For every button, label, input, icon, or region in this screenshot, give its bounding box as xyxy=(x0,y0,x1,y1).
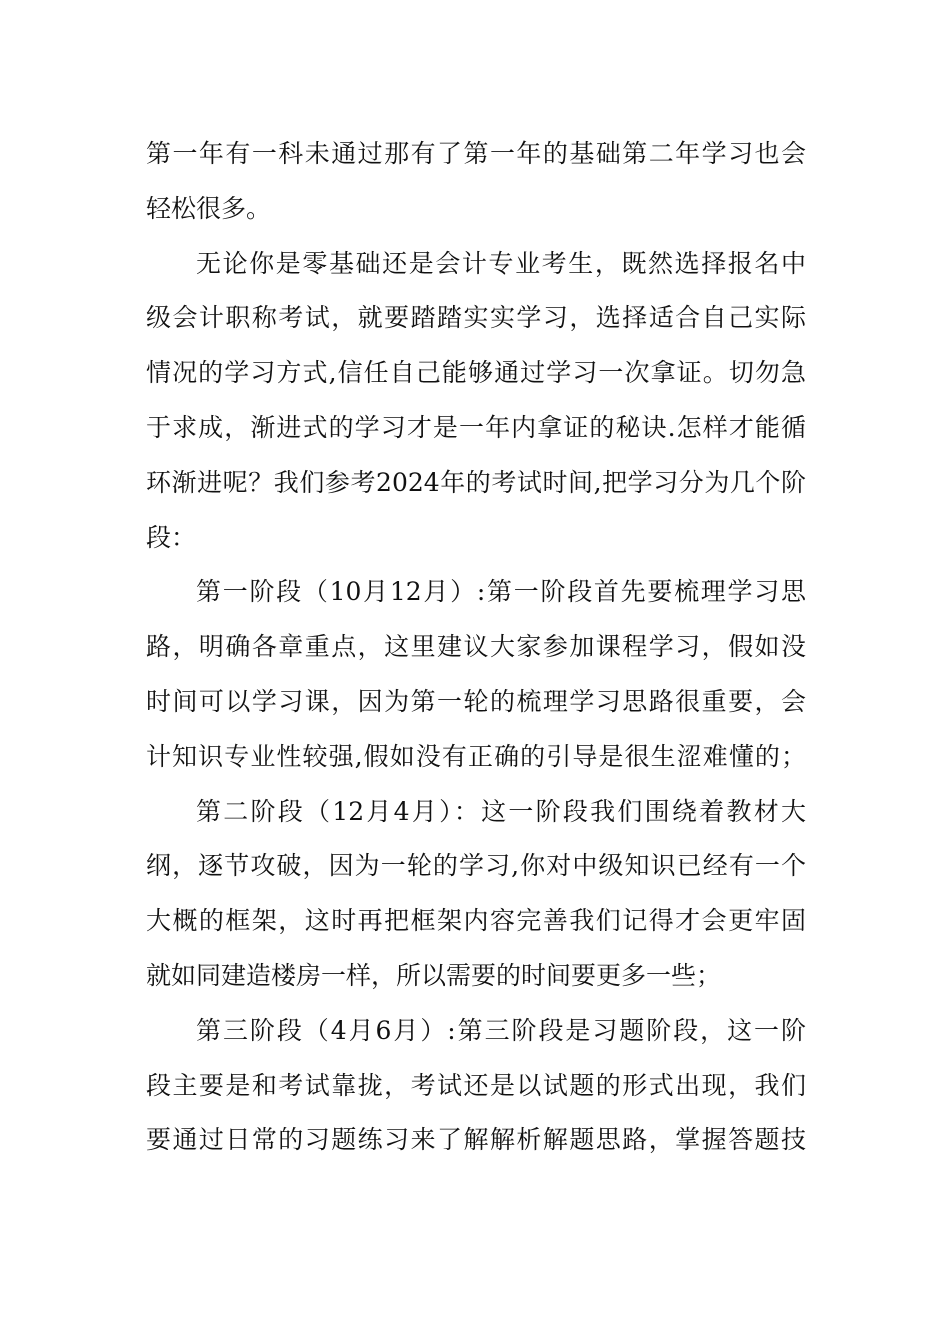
text-line: 大概的框架，这时再把框架内容完善我们记得才会更牢固 xyxy=(146,906,806,936)
text-line: 要通过日常的习题练习来了解解析解题思路，掌握答题技 xyxy=(146,1125,806,1155)
text-line: 时间可以学习课，因为第一轮的梳理学习思路很重要，会 xyxy=(146,686,806,716)
text-line: 段主要是和考试靠拢，考试还是以试题的形式出现，我们 xyxy=(146,1070,806,1100)
text-line: 纲，逐节攻破，因为一轮的学习,你对中级知识已经有一个 xyxy=(146,851,806,881)
text-line: 就如同建造楼房一样，所以需要的时间要更多一些； xyxy=(146,960,722,990)
text-line: 第一阶段（10月12月）:第一阶段首先要梳理学习思 xyxy=(196,577,806,607)
text-line: 于求成，渐进式的学习才是一年内拿证的秘诀.怎样才能循 xyxy=(146,412,806,442)
text-line: 第三阶段（4月6月）:第三阶段是习题阶段，这一阶 xyxy=(196,1015,806,1045)
text-line: 第二阶段（12月4月）：这一阶段我们围绕着教材大 xyxy=(196,796,806,826)
body-text xyxy=(146,127,806,1168)
text-line: 环渐进呢？我们参考2024年的考试时间,把学习分为几个阶 xyxy=(146,467,806,497)
text-line: 第一年有一科未通过那有了第一年的基础第二年学习也会 xyxy=(146,139,806,168)
text-line: 无论你是零基础还是会计专业考生，既然选择报名中 xyxy=(196,248,806,278)
text-line: 轻松很多。 xyxy=(146,193,272,223)
text-line: 路，明确各章重点，这里建议大家参加课程学习，假如没 xyxy=(146,632,806,662)
text-line: 情况的学习方式,信任自己能够通过学习一次拿证。切勿急 xyxy=(146,358,806,388)
text-line: 级会计职称考试，就要踏踏实实学习，选择适合自己实际 xyxy=(146,303,806,333)
text-line: 计知识专业性较强,假如没有正确的引导是很生涩难懂的； xyxy=(146,741,806,771)
text-line: 段： xyxy=(146,522,197,552)
